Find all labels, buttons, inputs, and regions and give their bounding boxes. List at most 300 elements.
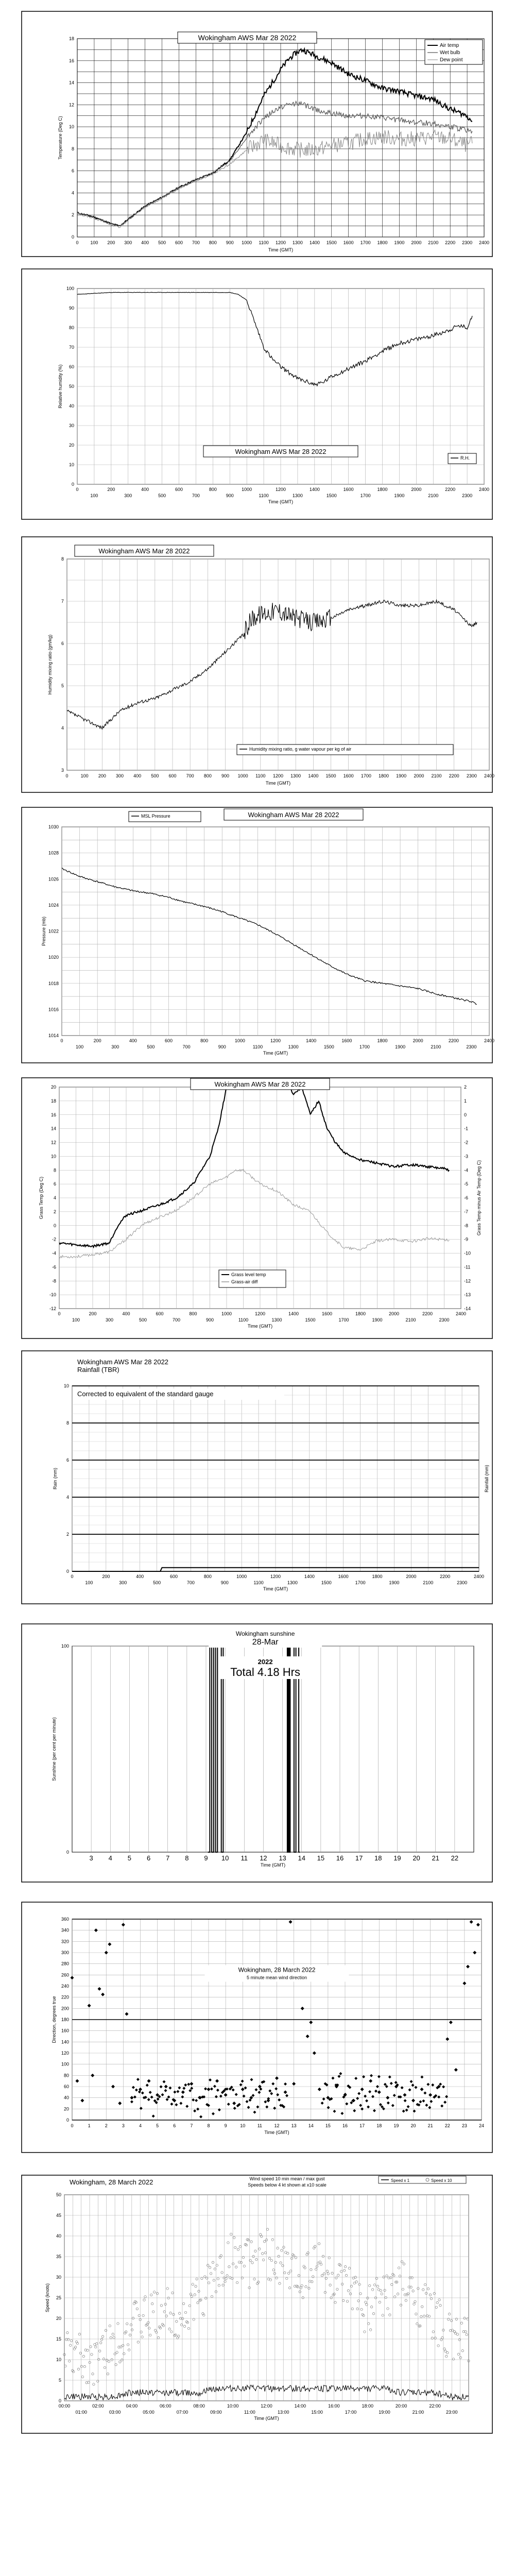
y-tick-label: -10 xyxy=(464,1250,471,1256)
x-tick-label: 24 xyxy=(478,2123,485,2128)
y-tick-label: -8 xyxy=(464,1223,469,1228)
x-tick-label: 1600 xyxy=(343,240,354,245)
x-tick-label: 200 xyxy=(107,240,115,245)
x-tick-label: 1500 xyxy=(326,493,337,498)
x-tick-label: 400 xyxy=(122,1311,130,1316)
x-tick-label: 17:00 xyxy=(345,2410,357,2415)
y-tick-label: 20 xyxy=(63,2106,69,2112)
y-tick-label: 15 xyxy=(56,2336,61,2342)
x-tick-label: 1800 xyxy=(377,487,388,492)
x-tick-label: 2400 xyxy=(484,1038,495,1043)
y-axis-label: Sunshine (per cent per minute) xyxy=(52,1717,57,1781)
x-tick-label: 22 xyxy=(444,2123,450,2128)
chart-note: Wind speed 10 min mean / max gust xyxy=(249,2176,325,2181)
y-tick-label: -8 xyxy=(52,1278,56,1284)
x-tick-label: 10 xyxy=(221,1854,229,1862)
chart-title: Wokingham AWS Mar 28 2022 xyxy=(214,1080,306,1088)
x-tick-label: 23:00 xyxy=(446,2410,458,2415)
x-tick-label: 1800 xyxy=(372,1574,383,1579)
x-tick-label: 12:00 xyxy=(261,2403,272,2409)
x-tick-label: 800 xyxy=(203,773,212,778)
x-tick-label: 400 xyxy=(141,487,149,492)
x-tick-label: 16 xyxy=(342,2123,348,2128)
x-tick-label: 700 xyxy=(192,493,200,498)
y-tick-label: 80 xyxy=(68,325,74,330)
y-axis-label: Speed (knots) xyxy=(45,2283,50,2313)
y-tick-label: 300 xyxy=(61,1950,69,1955)
x-tick-label: 1100 xyxy=(259,493,269,498)
y-axis-label: Humidity mixing ratio (gm/kg) xyxy=(47,634,53,695)
x-tick-label: 15 xyxy=(325,2123,331,2128)
x-tick-label: 1700 xyxy=(360,773,371,778)
y-axis-label: Grass Temp (Deg C) xyxy=(39,1176,44,1219)
x-tick-label: 2400 xyxy=(478,487,490,492)
x-tick-label: 2200 xyxy=(422,1311,433,1316)
x-tick-label: 200 xyxy=(93,1038,101,1043)
y-tick-label: 1018 xyxy=(48,980,59,986)
x-tick-label: 1000 xyxy=(221,1311,232,1316)
x-tick-label: 300 xyxy=(124,240,132,245)
x-tick-label: 1200 xyxy=(275,240,286,245)
y-tick-label: 0 xyxy=(464,1112,467,1117)
y-tick-label: 4 xyxy=(66,1495,69,1500)
y-tick-label: 10 xyxy=(56,2357,61,2362)
x-tick-label: 600 xyxy=(164,1038,173,1043)
x-tick-label: 2200 xyxy=(440,1574,451,1579)
legend-entry: Speed x 10 xyxy=(431,2178,452,2183)
y-tick-label: -6 xyxy=(52,1264,56,1270)
chart-subtitle: 5 minute mean wind direction xyxy=(246,1975,307,1980)
x-tick-label: 2400 xyxy=(478,240,490,245)
legend-entry: Humidity mixing ratio, g water vapour per kg of air xyxy=(249,747,352,752)
x-tick-label: 1800 xyxy=(377,1038,388,1043)
x-tick-label: 1600 xyxy=(343,773,354,778)
x-tick-label: 2300 xyxy=(457,1580,468,1585)
x-tick-label: 1200 xyxy=(270,1038,281,1043)
y-tick-label: 1028 xyxy=(48,850,59,856)
y-tick-label: 2 xyxy=(464,1084,467,1090)
x-tick-label: 1700 xyxy=(359,1044,370,1049)
x-tick-label: 100 xyxy=(76,1044,84,1049)
x-tick-label: 2300 xyxy=(462,493,473,498)
x-tick-label: 1100 xyxy=(238,1317,249,1323)
x-tick-label: 1700 xyxy=(338,1317,349,1323)
legend-entry: Speed x 1 xyxy=(391,2178,410,2183)
x-tick-label: 1500 xyxy=(325,773,336,778)
y-tick-label: 120 xyxy=(61,2050,69,2056)
x-tick-label: 2100 xyxy=(405,1317,416,1323)
x-tick-label: 600 xyxy=(175,240,183,245)
y-tick-label: 6 xyxy=(61,641,64,646)
x-tick-label: 2300 xyxy=(466,773,477,778)
y-tick-label: 4 xyxy=(71,190,74,196)
x-tick-label: 0 xyxy=(76,240,79,245)
x-tick-label: 400 xyxy=(141,240,149,245)
y-tick-label: 16 xyxy=(68,58,74,63)
y-tick-label: 0 xyxy=(71,234,74,240)
y-tick-label: 360 xyxy=(61,1917,69,1922)
y-tick-label: -4 xyxy=(464,1167,469,1173)
x-tick-label: 800 xyxy=(209,240,217,245)
x-tick-label: 900 xyxy=(218,1044,226,1049)
y-tick-label: 160 xyxy=(61,2028,69,2033)
x-tick-label: 2100 xyxy=(431,773,442,778)
x-tick-label: 300 xyxy=(111,1044,119,1049)
y-tick-label: 14 xyxy=(50,1126,56,1131)
x-tick-label: 1700 xyxy=(360,240,371,245)
y-tick-label: 14 xyxy=(68,80,74,86)
x-tick-label: 1500 xyxy=(326,240,337,245)
x-tick-label: 10 xyxy=(240,2123,246,2128)
x-tick-label: 19 xyxy=(393,2123,399,2128)
legend-entry: Air temp xyxy=(440,43,459,48)
y-tick-label: 30 xyxy=(56,2275,61,2280)
x-tick-label: 1200 xyxy=(272,773,284,778)
y-tick-label: 70 xyxy=(68,345,74,350)
x-tick-label: 13:00 xyxy=(277,2410,289,2415)
y-tick-label: -2 xyxy=(464,1140,469,1145)
x-tick-label: 300 xyxy=(119,1580,127,1585)
x-tick-label: 18:00 xyxy=(362,2403,374,2409)
x-tick-label: 400 xyxy=(133,773,142,778)
x-axis-label: Time (GMT) xyxy=(260,1862,286,1868)
y-tick-label: 4 xyxy=(53,1195,56,1200)
x-tick-label: 700 xyxy=(172,1317,181,1323)
chart-panel-2 xyxy=(0,268,515,520)
x-tick-label: 2200 xyxy=(449,773,459,778)
x-tick-label: 600 xyxy=(156,1311,164,1316)
x-tick-label: 12 xyxy=(260,1854,267,1862)
y-tick-label: -7 xyxy=(464,1209,469,1214)
x-tick-label: 9 xyxy=(204,1854,208,1862)
x-tick-label: 12 xyxy=(274,2123,280,2128)
y-tick-label: 2 xyxy=(53,1209,56,1214)
x-tick-label: 7 xyxy=(190,2123,193,2128)
legend-entry: MSL Pressure xyxy=(141,814,170,819)
y-tick-label: -1 xyxy=(464,1126,469,1131)
y-tick-label: 20 xyxy=(68,443,74,448)
x-tick-label: 2300 xyxy=(466,1044,477,1049)
x-tick-label: 1200 xyxy=(270,1574,281,1579)
x-tick-label: 200 xyxy=(98,773,106,778)
x-tick-label: 1900 xyxy=(389,1580,400,1585)
x-tick-label: 2000 xyxy=(406,1574,417,1579)
x-tick-label: 700 xyxy=(186,773,194,778)
x-tick-label: 200 xyxy=(102,1574,110,1579)
y-tick-label: 240 xyxy=(61,1984,69,1989)
chart-year: 2022 xyxy=(258,1658,273,1666)
y-tick-label: 100 xyxy=(66,286,74,291)
x-tick-label: 1500 xyxy=(323,1044,334,1049)
y-tick-label: -11 xyxy=(464,1264,471,1270)
x-tick-label: 3 xyxy=(122,2123,125,2128)
x-tick-label: 1600 xyxy=(338,1574,349,1579)
y-tick-label: 140 xyxy=(61,2039,69,2045)
y-tick-label: 12 xyxy=(68,102,74,108)
x-axis-label: Time (GMT) xyxy=(254,2416,279,2421)
x-tick-label: 600 xyxy=(168,773,177,778)
chart-subtitle: 28-Mar xyxy=(252,1638,279,1647)
y-tick-label: 1030 xyxy=(48,824,59,829)
x-tick-label: 1400 xyxy=(309,487,320,492)
y-tick-label: 4 xyxy=(61,725,64,731)
legend-entry: Dew point xyxy=(440,57,463,63)
chart-panel-9 xyxy=(0,2174,515,2434)
y-axis-label: Direction, degrees true xyxy=(52,1996,57,2043)
y-tick-label: 280 xyxy=(61,1961,69,1967)
x-tick-label: 02:00 xyxy=(92,2403,104,2409)
x-tick-label: 0 xyxy=(71,2123,74,2128)
x-tick-label: 19 xyxy=(393,1854,401,1862)
y-tick-label: -10 xyxy=(49,1292,56,1298)
chart-panel-5 xyxy=(0,1077,515,1340)
x-tick-label: 100 xyxy=(90,493,98,498)
x-tick-label: 1200 xyxy=(254,1311,266,1316)
y-tick-label: -13 xyxy=(464,1292,471,1298)
chart-panel-3 xyxy=(0,536,515,793)
y-tick-label: 2 xyxy=(71,212,74,218)
y-tick-label: 260 xyxy=(61,1972,69,1978)
x-tick-label: 200 xyxy=(107,487,115,492)
y-tick-label: -14 xyxy=(464,1306,471,1311)
y-tick-label: 5 xyxy=(61,683,64,688)
x-tick-label: 2100 xyxy=(431,1044,441,1049)
y-tick-label: 8 xyxy=(66,1420,69,1426)
y-tick-label: 1 xyxy=(464,1098,467,1104)
y-tick-label: -12 xyxy=(49,1306,56,1311)
x-tick-label: 03:00 xyxy=(109,2410,121,2415)
x-tick-label: 1600 xyxy=(343,487,354,492)
x-tick-label: 1800 xyxy=(377,240,388,245)
x-tick-label: 2100 xyxy=(428,240,439,245)
x-axis-label: Time (GMT) xyxy=(264,2130,289,2135)
x-tick-label: 07:00 xyxy=(176,2410,188,2415)
y-tick-label: -4 xyxy=(52,1250,56,1256)
x-tick-label: 1100 xyxy=(253,1580,264,1585)
y-tick-label: 18 xyxy=(50,1098,56,1104)
x-tick-label: 15:00 xyxy=(311,2410,323,2415)
y-tick-label: 1024 xyxy=(48,902,59,908)
y-tick-label: -9 xyxy=(464,1236,469,1242)
x-tick-label: 10:00 xyxy=(227,2403,239,2409)
y-tick-label: 6 xyxy=(66,1458,69,1463)
legend-entry: Grass-air diff xyxy=(231,1279,258,1284)
x-tick-label: 1100 xyxy=(259,240,269,245)
x-tick-label: 1600 xyxy=(321,1311,333,1316)
x-tick-label: 1800 xyxy=(355,1311,366,1316)
y-tick-label: 40 xyxy=(56,2233,61,2239)
x-tick-label: 18 xyxy=(374,1854,382,1862)
y-tick-label: 8 xyxy=(61,556,64,562)
y-tick-label: 320 xyxy=(61,1939,69,1944)
chart-title: Wokingham, 28 March 2022 xyxy=(70,2178,153,2186)
x-tick-label: 13 xyxy=(291,2123,297,2128)
chart-annotation: Corrected to equivalent of the standard gauge xyxy=(77,1390,214,1398)
x-tick-label: 09:00 xyxy=(210,2410,222,2415)
x-tick-label: 1000 xyxy=(242,240,252,245)
x-tick-label: 21 xyxy=(427,2123,433,2128)
chart-panel-7 xyxy=(0,1623,515,1883)
y-tick-label: 7 xyxy=(61,599,64,604)
x-tick-label: 2400 xyxy=(473,1574,485,1579)
x-tick-label: 14 xyxy=(298,1854,305,1862)
y-tick-label: 5 xyxy=(58,2378,61,2383)
chart-panel-4 xyxy=(0,806,515,1064)
y-tick-label: 12 xyxy=(50,1140,56,1145)
x-tick-label: 2000 xyxy=(388,1311,400,1316)
x-tick-label: 3 xyxy=(89,1854,93,1862)
y-tick-label: 16 xyxy=(50,1112,56,1117)
y-tick-label: 8 xyxy=(53,1167,56,1173)
y-tick-label: 80 xyxy=(63,2073,69,2078)
x-tick-label: 1100 xyxy=(252,1044,263,1049)
y-tick-label: 1014 xyxy=(48,1033,59,1038)
x-tick-label: 1300 xyxy=(292,493,303,498)
y-tick-label: 0 xyxy=(58,2398,61,2403)
x-tick-label: 6 xyxy=(146,1854,151,1862)
x-tick-label: 1800 xyxy=(378,773,389,778)
y-tick-label: 50 xyxy=(68,384,74,389)
x-tick-label: 2000 xyxy=(411,487,422,492)
x-tick-label: 11:00 xyxy=(244,2410,255,2415)
x-tick-label: 1900 xyxy=(396,773,407,778)
x-tick-label: 5 xyxy=(127,1854,132,1862)
x-tick-label: 2 xyxy=(105,2123,108,2128)
x-tick-label: 900 xyxy=(220,1580,229,1585)
y-tick-label: 60 xyxy=(68,364,74,369)
x-tick-label: 21:00 xyxy=(412,2410,424,2415)
x-axis-label: Time (GMT) xyxy=(263,1586,288,1591)
x-tick-label: 1 xyxy=(88,2123,91,2128)
x-tick-label: 04:00 xyxy=(126,2403,138,2409)
sunshine-total: Total 4.18 Hrs xyxy=(230,1666,301,1679)
x-tick-label: 17 xyxy=(355,1854,363,1862)
chart-title: Wokingham AWS Mar 28 2022 xyxy=(198,33,297,42)
y-tick-label: 180 xyxy=(61,2017,69,2022)
legend-entry: Grass level temp xyxy=(231,1272,266,1277)
x-axis-label: Time (GMT) xyxy=(268,499,294,504)
x-tick-label: 1300 xyxy=(292,240,303,245)
x-tick-label: 2400 xyxy=(484,773,495,778)
x-tick-label: 9 xyxy=(224,2123,227,2128)
y-tick-label: 40 xyxy=(63,2095,69,2100)
x-tick-label: 0 xyxy=(71,1574,74,1579)
y-tick-label: 90 xyxy=(68,306,74,311)
x-tick-label: 2400 xyxy=(455,1311,467,1316)
x-tick-label: 1700 xyxy=(360,493,371,498)
y-tick-label: 8 xyxy=(71,146,74,151)
x-tick-label: 8 xyxy=(207,2123,210,2128)
x-tick-label: 2200 xyxy=(445,240,456,245)
x-tick-label: 300 xyxy=(105,1317,114,1323)
x-tick-label: 600 xyxy=(169,1574,178,1579)
x-tick-label: 1000 xyxy=(242,487,252,492)
y-tick-label: 220 xyxy=(61,1994,69,2000)
x-tick-label: 13 xyxy=(279,1854,286,1862)
chart-note: Speeds below 4 kt shown at x10 scale xyxy=(248,2182,327,2188)
y-axis-label: Temperature (Deg C) xyxy=(58,116,63,160)
x-tick-label: 4 xyxy=(108,1854,112,1862)
x-tick-label: 2100 xyxy=(423,1580,434,1585)
x-tick-label: 300 xyxy=(124,493,132,498)
x-tick-label: 2000 xyxy=(411,240,422,245)
x-tick-label: 1000 xyxy=(237,773,248,778)
y-tick-label: 100 xyxy=(61,2061,69,2067)
y-tick-label: 40 xyxy=(68,403,74,409)
y-tick-label: 30 xyxy=(68,423,74,428)
x-tick-label: 500 xyxy=(153,1580,161,1585)
x-tick-label: 1300 xyxy=(271,1317,282,1323)
x-tick-label: 900 xyxy=(205,1317,214,1323)
x-tick-label: 700 xyxy=(182,1044,191,1049)
y-tick-label: 20 xyxy=(50,1084,56,1090)
x-tick-label: 1900 xyxy=(395,1044,406,1049)
x-tick-label: 1900 xyxy=(394,493,405,498)
x-tick-label: 1500 xyxy=(321,1580,332,1585)
x-tick-label: 0 xyxy=(76,487,79,492)
y-tick-label: 10 xyxy=(68,462,74,467)
y-tick-label: 50 xyxy=(56,2192,61,2197)
y-tick-label: 3 xyxy=(61,768,64,773)
x-axis-label: Time (GMT) xyxy=(263,1050,288,1056)
x-tick-label: 900 xyxy=(221,773,230,778)
x-tick-label: 1500 xyxy=(305,1317,316,1323)
x-tick-label: 17 xyxy=(359,2123,365,2128)
chart-panel-8 xyxy=(0,1901,515,2154)
y-tick-label: 200 xyxy=(61,2006,69,2011)
chart-title: Wokingham, 28 March 2022 xyxy=(238,1966,316,1974)
x-tick-label: 19:00 xyxy=(379,2410,390,2415)
y-tick-label: 20 xyxy=(56,2316,61,2321)
y-tick-label: 1016 xyxy=(48,1007,59,1012)
x-tick-label: 800 xyxy=(189,1311,197,1316)
x-tick-label: 2300 xyxy=(439,1317,450,1323)
y-tick-label: 60 xyxy=(63,2084,69,2089)
y-tick-label: 1020 xyxy=(48,955,59,960)
x-tick-label: 500 xyxy=(147,1044,155,1049)
y-tick-label: 0 xyxy=(66,1569,69,1574)
x-tick-label: 1000 xyxy=(234,1038,245,1043)
x-tick-label: 1000 xyxy=(236,1574,247,1579)
x-tick-label: 500 xyxy=(158,493,166,498)
y-tick-label: 1022 xyxy=(48,928,59,934)
y-tick-label: 6 xyxy=(71,168,74,174)
y-tick-label: 25 xyxy=(56,2295,61,2300)
chart-title: Wokingham sunshine xyxy=(235,1630,295,1637)
x-tick-label: 7 xyxy=(166,1854,170,1862)
y-tick-label: -12 xyxy=(464,1278,471,1284)
x-tick-label: 100 xyxy=(85,1580,93,1585)
x-tick-label: 1600 xyxy=(341,1038,352,1043)
chart-title: Wokingham AWS Mar 28 2022 xyxy=(235,448,327,455)
y-tick-label: -3 xyxy=(464,1154,469,1159)
chart-subtitle: Rainfall (TBR) xyxy=(77,1366,119,1374)
x-axis-label: Time (GMT) xyxy=(268,247,294,252)
x-tick-label: 400 xyxy=(129,1038,137,1043)
legend-entry: Wet bulb xyxy=(440,50,460,56)
x-tick-label: 0 xyxy=(58,1311,61,1316)
chart-title: Wokingham AWS Mar 28 2022 xyxy=(77,1358,169,1366)
x-tick-label: 06:00 xyxy=(159,2403,171,2409)
x-tick-label: 500 xyxy=(151,773,159,778)
x-tick-label: 1400 xyxy=(308,773,319,778)
y-tick-label: 10 xyxy=(63,1383,69,1388)
x-tick-label: 800 xyxy=(203,1574,212,1579)
x-tick-label: 11 xyxy=(257,2123,263,2128)
x-tick-label: 4 xyxy=(139,2123,142,2128)
chart-panel-1 xyxy=(0,10,515,258)
x-tick-label: 2100 xyxy=(428,493,439,498)
